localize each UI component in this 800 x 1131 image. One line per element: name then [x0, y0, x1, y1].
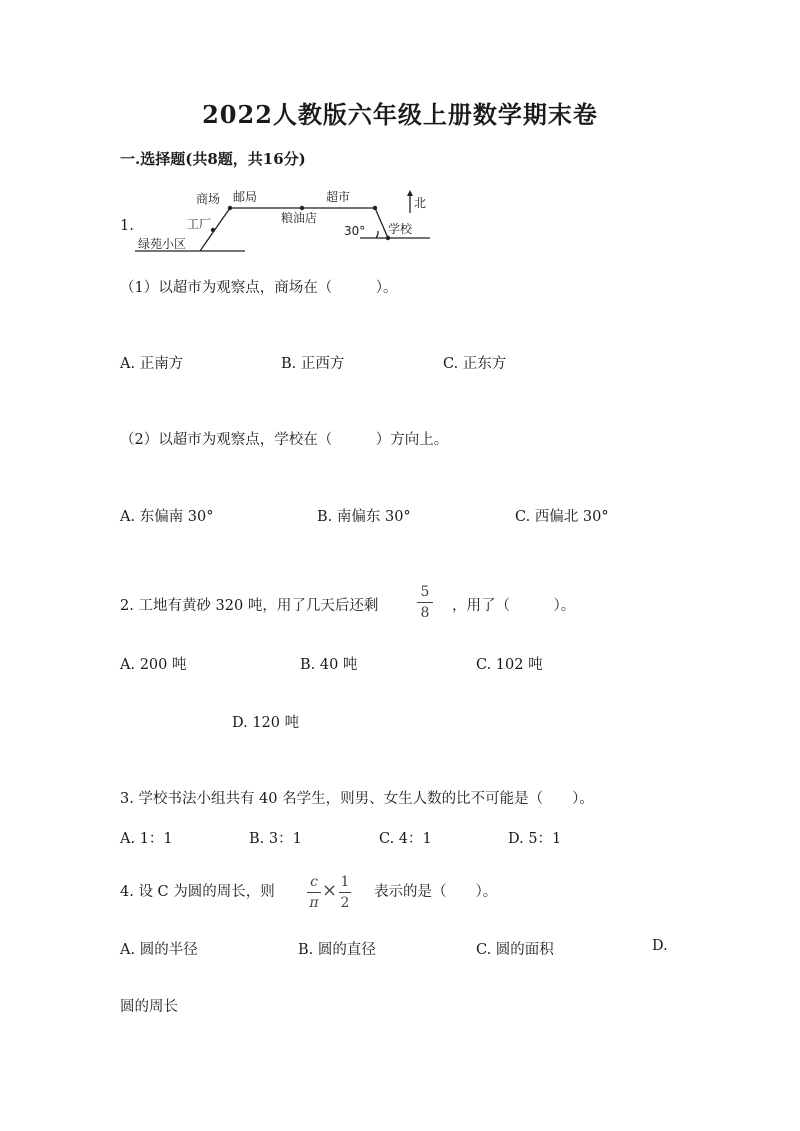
angle-arc: [376, 231, 378, 238]
point-chaoshi: [373, 206, 377, 210]
point-liangyoudian: [300, 206, 304, 210]
q2-option-d[interactable]: D. 120 吨: [232, 715, 300, 731]
fraction-bar: [417, 602, 433, 603]
q3-option-a[interactable]: A. 1：1: [120, 831, 173, 847]
label-chaoshi: 超市: [326, 190, 351, 204]
q2-option-c[interactable]: C. 102 吨: [476, 657, 543, 673]
q2-option-a[interactable]: A. 200 吨: [120, 657, 187, 673]
expr-times: ×: [322, 880, 338, 901]
map-diagram: [130, 185, 440, 255]
expr-c: c: [310, 874, 318, 890]
question-2-text-after: ，用了（ ）。: [452, 598, 576, 614]
expr-two: 2: [340, 895, 350, 911]
q4-option-c[interactable]: C. 圆的面积: [476, 942, 554, 958]
q1-sub1-option-a[interactable]: A. 正南方: [120, 356, 184, 372]
page-title: 2022人教版六年级上册数学期末卷: [202, 100, 598, 129]
q1-sub1-option-b[interactable]: B. 正西方: [281, 356, 345, 372]
expr-c-over-pi: [307, 874, 321, 911]
expr-bar-1: [307, 892, 321, 893]
point-shangchang: [228, 206, 232, 210]
question-2-text: 2. 工地有黄砂 320 吨，用了几天后还剩: [120, 598, 379, 614]
map-road-right-diagonal: [375, 208, 388, 238]
north-arrow-head: [407, 190, 413, 196]
label-gongchang: 工厂: [187, 217, 212, 231]
label-angle: 30°: [344, 224, 366, 238]
point-xuexiao: [386, 236, 390, 240]
question-1-sub2: （2）以超市为观察点，学校在（ ）方向上。: [120, 432, 449, 448]
q4-option-d-wrap[interactable]: 圆的周长: [120, 999, 178, 1015]
label-shangchang: 商场: [196, 192, 221, 206]
q1-sub2-option-c[interactable]: C. 西偏北 30°: [515, 509, 609, 525]
q1-sub2-option-a[interactable]: A. 东偏南 30°: [120, 509, 214, 525]
q3-option-b[interactable]: B. 3：1: [249, 831, 302, 847]
section-heading: 一.选择题(共8题，共16分): [120, 150, 306, 168]
fraction-numerator: 5: [420, 584, 430, 600]
question-4-text-after: 表示的是（ ）。: [374, 884, 498, 900]
label-liangyoudian: 粮油店: [281, 211, 318, 225]
q4-option-d[interactable]: D.: [652, 938, 668, 954]
expr-bar-2: [339, 892, 351, 893]
expr-one-half: [339, 874, 351, 911]
label-xuexiao: 学校: [388, 222, 413, 236]
label-youju: 邮局: [233, 190, 258, 204]
question-4-text: 4. 设 C 为圆的周长，则: [120, 884, 275, 900]
label-north: 北: [414, 196, 427, 210]
q4-option-b[interactable]: B. 圆的直径: [298, 942, 376, 958]
question-3-text: 3. 学校书法小组共有 40 名学生，则男、女生人数的比不可能是（ ）。: [120, 791, 594, 807]
expr-pi: π: [309, 895, 319, 911]
question-1-number: 1.: [120, 218, 134, 234]
label-lvyuan: 绿苑小区: [138, 237, 187, 251]
q4-option-a[interactable]: A. 圆的半径: [120, 942, 198, 958]
q3-option-d[interactable]: D. 5：1: [508, 831, 562, 847]
q1-sub2-option-b[interactable]: B. 南偏东 30°: [317, 509, 411, 525]
fraction-denominator: 8: [420, 605, 430, 621]
question-1-sub1: （1）以超市为观察点，商场在（ ）。: [120, 280, 398, 296]
expr-one: 1: [340, 874, 350, 890]
point-gongchang: [211, 228, 215, 232]
question-2-fraction: [417, 584, 433, 621]
q1-sub1-option-c[interactable]: C. 正东方: [443, 356, 507, 372]
q3-option-c[interactable]: C. 4：1: [379, 831, 432, 847]
q2-option-b[interactable]: B. 40 吨: [300, 657, 358, 673]
